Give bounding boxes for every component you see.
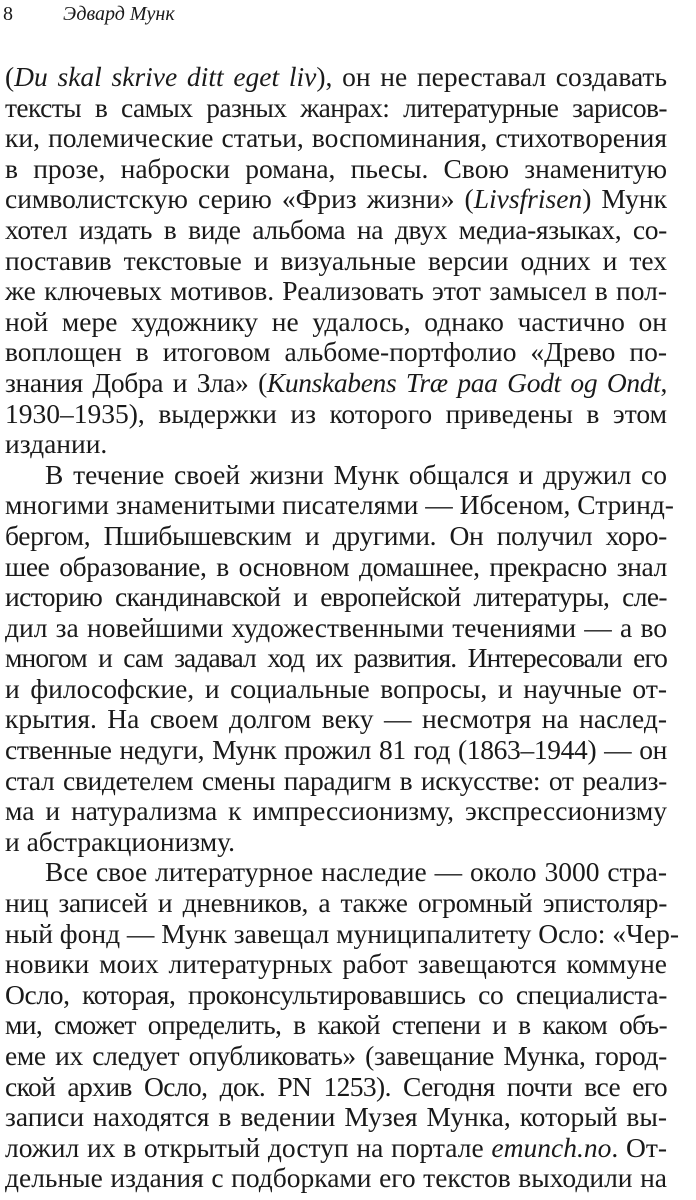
body-text xyxy=(5,61,680,1194)
text-line xyxy=(5,521,667,552)
italic-text-run: Livsfrisen xyxy=(473,183,583,215)
text-run: стал свидетелем смены парадигм в искусстве: от реализ- xyxy=(5,764,667,796)
text-line xyxy=(5,1163,667,1194)
text-run: ложил их в открытый доступ на портале xyxy=(5,1131,492,1163)
paragraph xyxy=(5,856,680,1194)
running-title: Эдвард Мунк xyxy=(63,3,175,25)
paragraph xyxy=(5,458,674,858)
text-run: ), он не переставал создавать xyxy=(316,61,667,92)
text-run: ки, полемические статьи, воспоминания, стихотворения xyxy=(5,122,667,154)
text-run: . От- xyxy=(611,1131,667,1163)
text-run: дил за новейшими художественными течениями — а во xyxy=(5,611,667,643)
text-run: ный фонд — Мунк завещал муниципалитету Осло: «Чер- xyxy=(5,917,680,949)
text-line xyxy=(5,1041,667,1072)
text-run: ( xyxy=(5,61,15,92)
text-line xyxy=(5,857,667,888)
text-line xyxy=(5,613,667,644)
text-run: ма и натурализма к импрессионизму, экспрессионизму xyxy=(5,795,667,827)
text-run: и абстракционизму. xyxy=(5,825,236,857)
text-line xyxy=(5,949,667,980)
text-run: тексты в самых разных жанрах: литературные зарисов- xyxy=(5,91,667,123)
text-run: Все свое литературное наследие — около 3000 стра- xyxy=(45,856,667,888)
text-line xyxy=(5,246,667,277)
text-run: 1930–1935), выдержки из которого приведены в этом xyxy=(5,397,667,429)
italic-text-run: Du skal skrive ditt eget liv xyxy=(14,61,317,92)
text-line xyxy=(5,215,667,246)
paragraph xyxy=(5,62,667,460)
text-line xyxy=(5,460,667,491)
text-run: историю скандинавской и европейской литературы, сле- xyxy=(5,581,667,613)
text-run: издании. xyxy=(5,428,108,460)
text-run: воплощен в итоговом альбоме-портфолио «Древо по- xyxy=(5,336,667,368)
text-run: многими знаменитыми писателями — Ибсеном, Стринд- xyxy=(5,489,674,521)
text-run: бергом, Пшибышевским и другими. Он получил хоро- xyxy=(5,519,667,551)
text-line xyxy=(5,154,667,185)
text-run: , xyxy=(660,366,667,398)
text-line xyxy=(5,429,667,460)
text-run: ственные недуги, Мунк прожил 81 год (1863–1944) — он xyxy=(5,734,667,766)
text-line xyxy=(5,1072,667,1103)
text-line xyxy=(5,980,667,1011)
text-run: новики моих литературных работ завещаются коммуне xyxy=(5,948,667,980)
text-line xyxy=(5,399,667,430)
text-line xyxy=(5,827,667,858)
text-run: В течение своей жизни Мунк общался и дружил со xyxy=(45,458,667,490)
text-run: в прозе, наброски романа, пьесы. Свою знаменитую xyxy=(5,152,667,184)
text-line xyxy=(5,123,667,154)
italic-text-run: emunch.no xyxy=(491,1131,612,1163)
text-line xyxy=(5,489,674,521)
text-run: ) Мунк xyxy=(582,183,667,215)
italic-text-run: Kunskabens Træ paa Godt og Ondt xyxy=(266,366,661,398)
text-line xyxy=(5,917,680,950)
text-line xyxy=(5,704,667,735)
running-head xyxy=(3,2,175,26)
text-run: знания Добра и Зла» ( xyxy=(5,366,267,398)
text-run: символистскую серию «Фриз жизни» ( xyxy=(5,183,474,215)
text-run: записи находятся в ведении Музея Мунка, который вы- xyxy=(5,1101,667,1133)
text-run: ми, сможет определить, в какой степени и в каком объ- xyxy=(5,1009,667,1041)
text-line xyxy=(5,62,667,93)
text-line xyxy=(5,368,667,399)
text-line xyxy=(5,582,667,613)
text-run: ниц записей и дневников, а также огромный эпистоляр- xyxy=(5,887,667,919)
text-run: многом и сам задавал ход их развития. Интересовали его xyxy=(5,642,667,674)
text-line xyxy=(5,337,667,368)
page-number: 8 xyxy=(3,3,13,25)
text-run: крытия. На своем долгом веку — несмотря на наслед- xyxy=(5,703,667,735)
text-run: хотел издать в виде альбома на двух медиа-языках, со- xyxy=(5,213,667,245)
text-run: ной мере художнику не удалось, однако частично он xyxy=(5,305,667,337)
text-run: шее образование, в основном домашнее, прекрасно знал xyxy=(5,550,667,582)
text-line xyxy=(5,1133,667,1164)
text-line xyxy=(5,643,667,674)
text-line xyxy=(5,766,667,797)
text-line xyxy=(5,93,667,124)
text-line xyxy=(5,307,667,338)
text-run: ской архив Осло, док. PN 1253). Сегодня почти все его xyxy=(5,1070,667,1102)
text-line xyxy=(5,1010,667,1041)
text-line xyxy=(5,888,667,919)
text-line xyxy=(5,276,667,307)
text-run: дельные издания с подборками его текстов выходили на xyxy=(5,1162,667,1194)
text-line xyxy=(5,1102,667,1133)
text-line xyxy=(5,552,667,583)
text-run: Осло, которая, проконсультировавшись со специалиста- xyxy=(5,978,667,1010)
text-run: поставив текстовые и визуальные версии одних и тех xyxy=(5,244,667,276)
text-run: еме их следует опубликовать» (завещание Мунка, город- xyxy=(5,1040,667,1071)
text-run: и философские, и социальные вопросы, и научные от- xyxy=(5,672,667,704)
text-line xyxy=(5,674,667,705)
text-run: же ключевых мотивов. Реализовать этот замысел в пол- xyxy=(5,275,667,307)
text-line xyxy=(5,735,667,766)
text-line xyxy=(5,796,667,827)
text-line xyxy=(5,184,667,215)
